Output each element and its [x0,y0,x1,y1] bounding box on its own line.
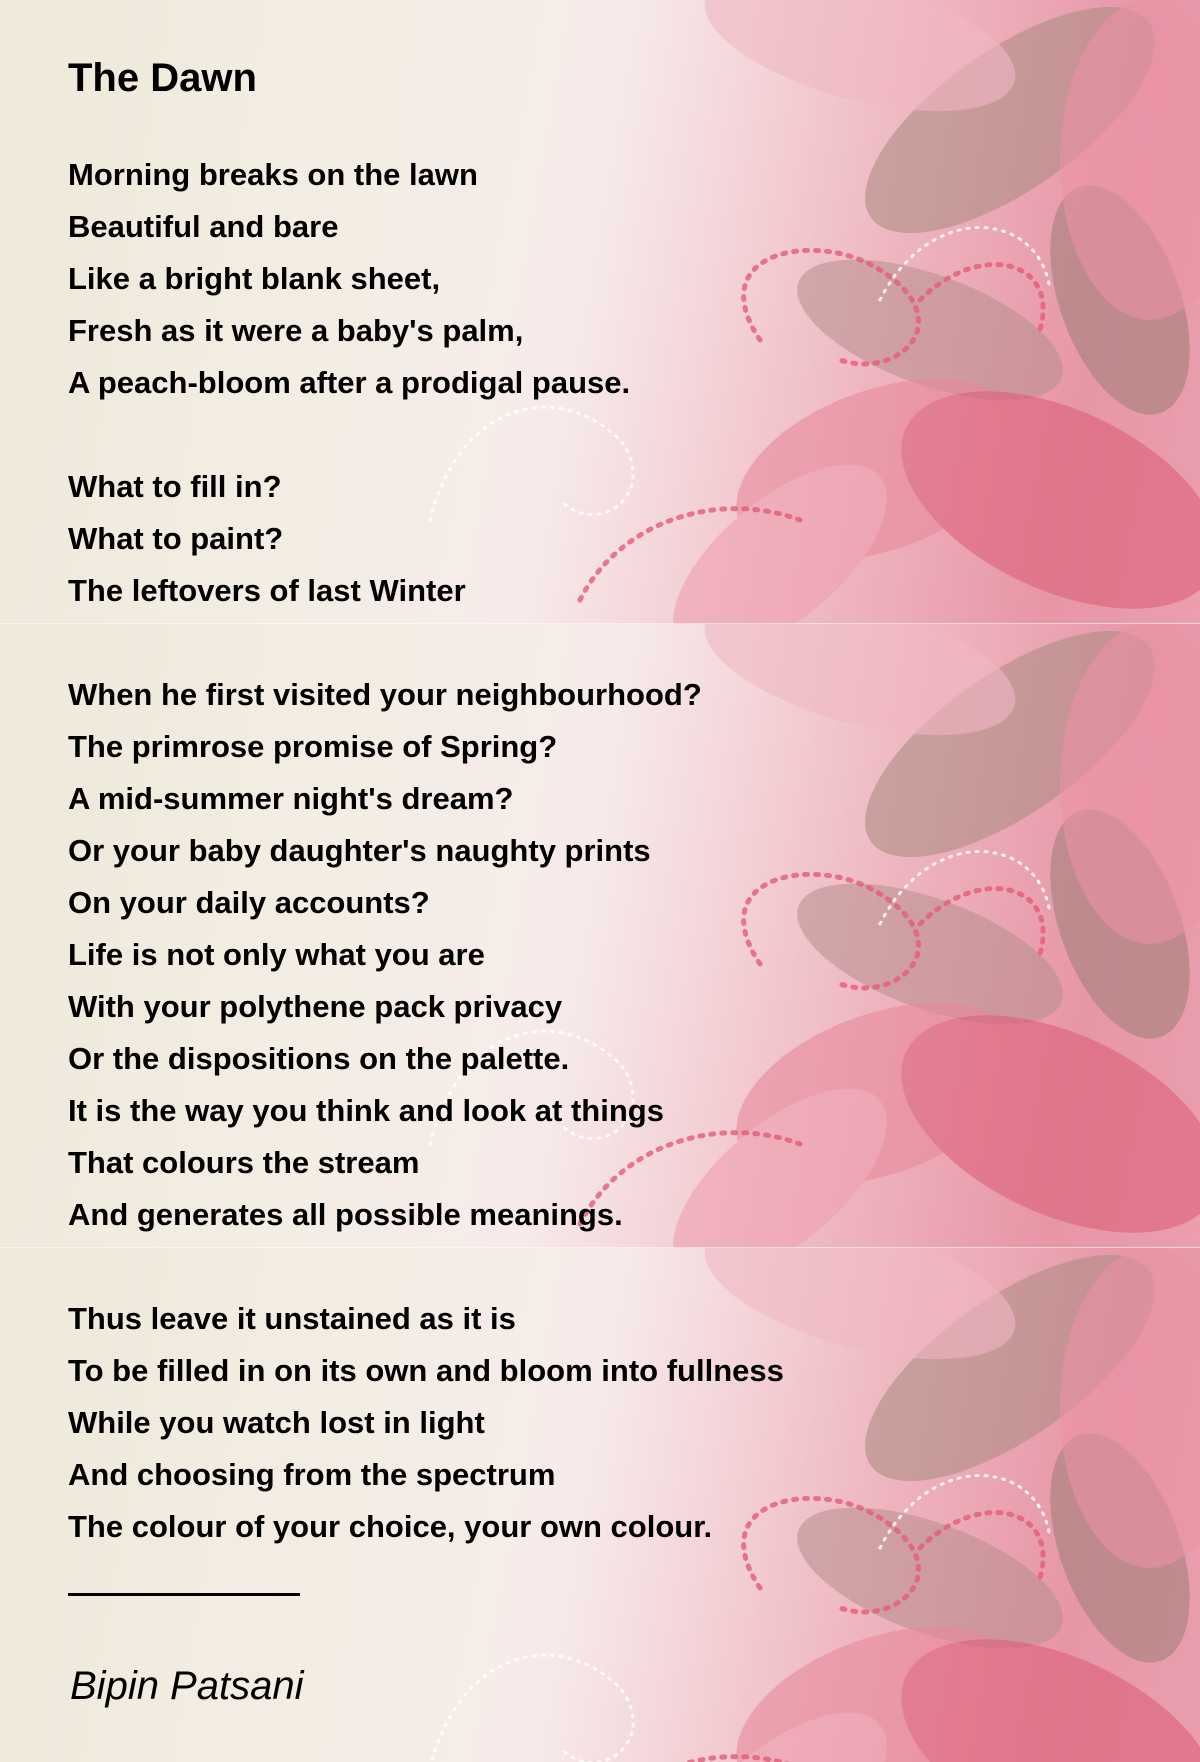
poem-line: Or the dispositions on the palette. [68,1041,570,1076]
poem-line: Like a bright blank sheet, [68,261,441,296]
poem-line: The leftovers of last Winter [68,573,466,608]
poem-line: What to paint? [68,521,284,556]
poem-line: Thus leave it unstained as it is [68,1301,516,1336]
poem-line: And choosing from the spectrum [68,1457,556,1492]
poem-line: It is the way you think and look at things [68,1093,664,1128]
author-divider [68,1593,300,1596]
poem-line: Or your baby daughter's naughty prints [68,833,651,868]
poem-line: Fresh as it were a baby's palm, [68,313,524,348]
poem-line: While you watch lost in light [68,1405,485,1440]
poem-line: A peach-bloom after a prodigal pause. [68,365,631,400]
poem-line: The primrose promise of Spring? [68,729,558,764]
poem-line: Beautiful and bare [68,209,339,244]
poem-line: When he first visited your neighbourhood? [68,677,702,712]
poem-line: What to fill in? [68,469,282,504]
poem-line: The colour of your choice, your own colour. [68,1509,713,1544]
poem-author: Bipin Patsani [70,1664,304,1708]
poem-line: And generates all possible meanings. [68,1197,623,1232]
poem-line: On your daily accounts? [68,885,430,920]
poem-title: The Dawn [68,56,257,100]
poem-line: With your polythene pack privacy [68,989,563,1024]
poem-line: Life is not only what you are [68,937,485,972]
poem-line: To be filled in on its own and bloom into fullness [68,1353,784,1388]
poem-line: A mid-summer night's dream? [68,781,514,816]
poem-line: Morning breaks on the lawn [68,157,478,192]
poem-line: That colours the stream [68,1145,420,1180]
